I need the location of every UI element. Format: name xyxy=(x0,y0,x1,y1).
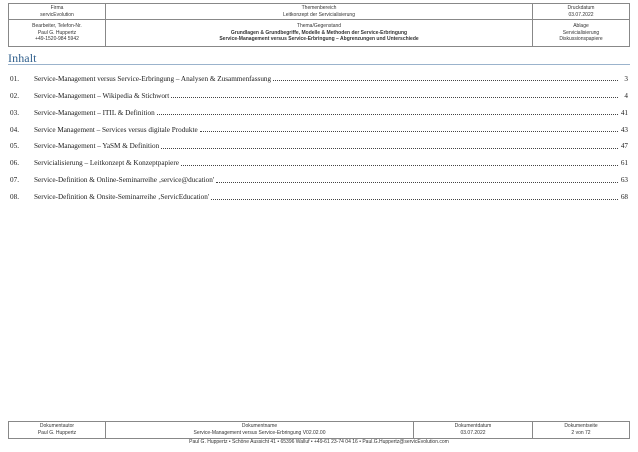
toc-leader-dots xyxy=(200,131,618,132)
dokumentname-value: Service-Management versus Service-Erbringung V02.02.00 xyxy=(193,430,326,436)
toc-leader-dots xyxy=(161,148,618,149)
toc-entry-number: 05. xyxy=(10,142,19,151)
bearbeiter-phone: +49-1520-984 5942 xyxy=(35,36,79,43)
toc-entry-page[interactable]: 47 xyxy=(620,142,628,151)
toc-leader-dots xyxy=(273,80,618,81)
druckdatum-cell xyxy=(533,4,630,20)
toc-entry-number: 04. xyxy=(10,125,19,134)
header-table xyxy=(8,3,630,47)
dokumentdatum-value: 03.07.2022 xyxy=(460,430,486,436)
toc-entry-page[interactable]: 3 xyxy=(624,74,628,83)
dokumentseite-cell xyxy=(533,422,630,439)
toc-list xyxy=(10,66,628,201)
toc-leader-dots xyxy=(157,114,618,115)
druckdatum-value: 03.07.2022 xyxy=(568,11,594,18)
dokumentdatum-cell xyxy=(414,422,533,439)
toc-entry-page[interactable]: 63 xyxy=(620,176,628,185)
thema-line1: Grundlagen & Grundbegriffe, Modelle & Methoden der Service-Erbringung xyxy=(230,29,408,36)
toc-entry-page[interactable]: 61 xyxy=(620,159,628,168)
autor-label: Dokumentautor xyxy=(39,423,75,430)
toc-leader-dots xyxy=(211,199,618,200)
toc-entry-number: 08. xyxy=(10,193,19,202)
themenbereich-cell xyxy=(106,4,533,20)
toc-entry-text[interactable]: Service-Management versus Service-Erbringung – Analysen & Zusammenfassung xyxy=(34,74,272,83)
dokumentname-label: Dokumentname xyxy=(241,423,278,430)
toc-entry-page[interactable]: 4 xyxy=(624,91,628,100)
toc-entry-number: 06. xyxy=(10,159,19,168)
firma-cell xyxy=(9,4,106,20)
themenbereich-value: Leitkonzept der Servicialisierung xyxy=(283,11,355,18)
toc-entry[interactable] xyxy=(10,83,628,100)
toc-entry-text[interactable]: Service-Definition & Onsite-Seminarreihe ‚ServicEducation' xyxy=(34,193,210,202)
toc-entry-number: 03. xyxy=(10,108,19,117)
toc-entry-text[interactable]: Service-Management – ITIL & Definition xyxy=(34,108,155,117)
toc-entry-page[interactable]: 43 xyxy=(620,125,628,134)
firma-label: Firma xyxy=(50,4,64,11)
toc-entry[interactable] xyxy=(10,150,628,167)
footer-address: Paul G. Huppertz • Schöne Aussicht 41 • 65396 Walluf • +49-61 23-74 04 16 • Paul.G.Huppertz@servicEvolution.com xyxy=(189,439,449,445)
toc-entry-page[interactable]: 68 xyxy=(620,193,628,202)
toc-leader-dots xyxy=(216,182,618,183)
toc-entry[interactable] xyxy=(10,167,628,184)
thema-line2: Service-Management versus Service-Erbringung – Abgrenzungen und Unterschiede xyxy=(219,36,419,43)
toc-entry-page[interactable]: 41 xyxy=(620,108,628,117)
toc-leader-dots xyxy=(181,165,618,166)
dokumentseite-value: 2 von 72 xyxy=(571,430,591,436)
toc-entry[interactable] xyxy=(10,117,628,134)
bearbeiter-label: Bearbeiter, Telefon-Nr. xyxy=(32,23,82,30)
ablage-value1: Servicialisierung xyxy=(562,29,600,36)
toc-entry-number: 02. xyxy=(10,91,19,100)
toc-entry[interactable] xyxy=(10,134,628,151)
toc-entry-text[interactable]: Servicialisierung – Leitkonzept & Konzeptpapiere xyxy=(34,159,179,168)
toc-title: Inhalt xyxy=(8,51,37,65)
toc-entry[interactable] xyxy=(10,184,628,201)
toc-leader-dots xyxy=(171,97,618,98)
thema-label: Thema/Gegenstand xyxy=(296,23,342,30)
toc-entry-number: 01. xyxy=(10,74,19,83)
toc-entry[interactable] xyxy=(10,66,628,83)
toc-entry-number: 07. xyxy=(10,176,19,185)
toc-entry[interactable] xyxy=(10,100,628,117)
toc-entry-text[interactable]: Service-Definition & Online-Seminarreihe ‚service@ducation' xyxy=(34,176,215,185)
thema-cell xyxy=(106,20,533,47)
dokumentname-cell xyxy=(106,422,414,439)
toc-entry-text[interactable]: Service-Management – YaSM & Definition xyxy=(34,142,160,151)
bearbeiter-cell xyxy=(9,20,106,47)
autor-cell xyxy=(9,422,106,439)
toc-entry-text[interactable]: Service Management – Services versus digitale Produkte xyxy=(34,125,198,134)
toc-entry-text[interactable]: Service-Management – Wikipedia & Stichwort xyxy=(34,91,170,100)
dokumentseite-label: Dokumentseite xyxy=(564,423,598,430)
dokumentdatum-label: Dokumentdatum xyxy=(454,423,492,430)
footer-table xyxy=(8,421,630,439)
druckdatum-label: Druckdatum xyxy=(567,4,595,11)
autor-value: Paul G. Huppertz xyxy=(37,430,77,436)
ablage-cell xyxy=(533,20,630,47)
ablage-value2: Diskussionspapiere xyxy=(559,36,603,43)
title-divider xyxy=(8,64,630,65)
themenbereich-label: Themenbereich xyxy=(301,4,337,11)
bearbeiter-name: Paul G. Huppertz xyxy=(37,29,77,36)
firma-value: servicEvolution xyxy=(40,11,74,18)
ablage-label: Ablage xyxy=(573,23,589,30)
